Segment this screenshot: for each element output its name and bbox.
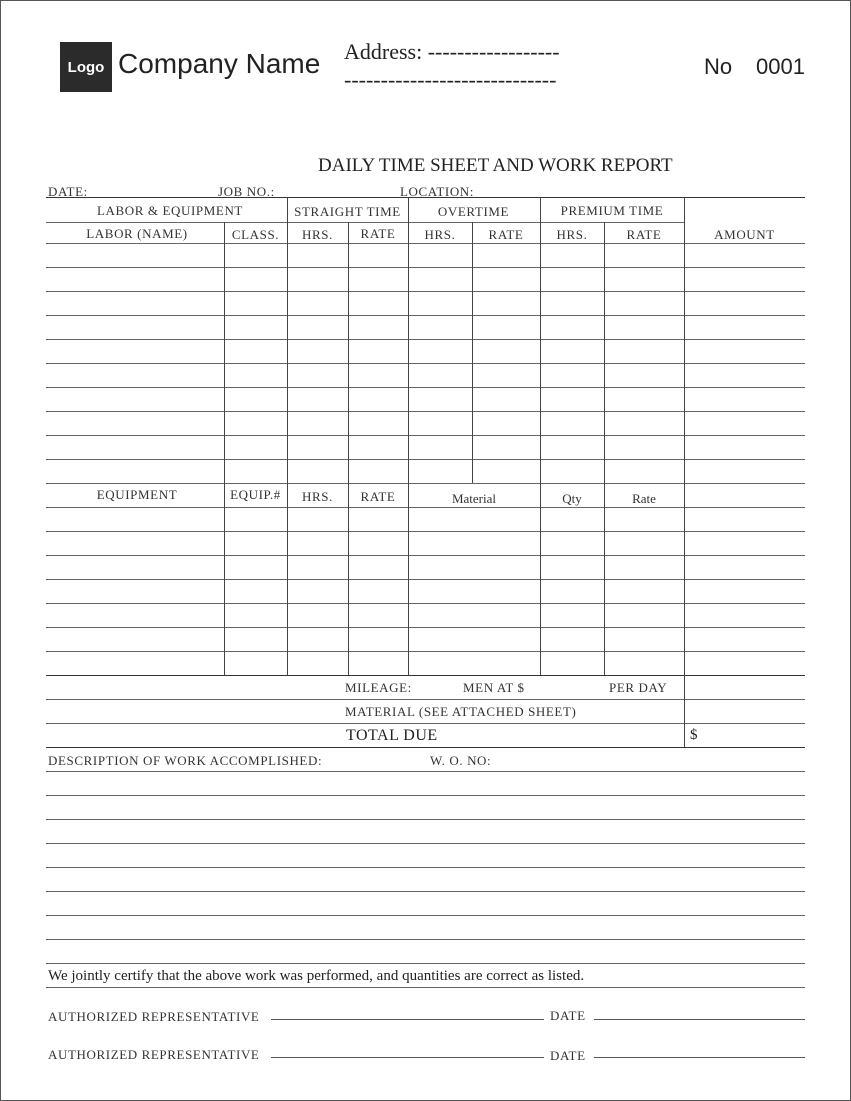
date-label: DATE: [48,184,88,199]
header-labor-equipment: LABOR & EQUIPMENT [97,203,243,218]
description-line [46,819,805,820]
form-title: DAILY TIME SHEET AND WORK REPORT [318,155,673,176]
column-line [287,222,288,675]
labor-row-line [46,267,805,268]
header-premium-time: PREMIUM TIME [560,203,664,218]
description-line [46,795,805,796]
labor-row-line [46,363,805,364]
header-overtime: OVERTIME [437,204,510,219]
column-line [540,222,541,675]
col-amount: AMOUNT [714,227,775,242]
col-st-hrs: HRS. [302,227,333,242]
description-label: DESCRIPTION OF WORK ACCOMPLISHED: [48,753,323,768]
description-line [46,771,805,772]
certification-line [46,987,805,988]
amount-column-line [684,197,685,747]
location-label: LOCATION: [400,184,475,199]
description-line [46,843,805,844]
labor-row-line [46,411,805,412]
col-labor-name: LABOR (NAME) [86,226,188,241]
equipment-row-line [46,651,805,652]
material-note: MATERIAL (SEE ATTACHED SHEET) [345,704,577,719]
mileage-row-line [46,699,805,700]
equipment-row-line [46,627,805,628]
description-line [46,915,805,916]
labor-row-line [46,291,805,292]
col-material: Material [451,491,497,506]
labor-row-line [46,339,805,340]
column-line [408,222,409,675]
equipment-row-line [46,603,805,604]
address-block [344,38,560,94]
form-number-value: 0001 [756,54,805,79]
labor-row-line [46,315,805,316]
total-due-label: TOTAL DUE [346,727,438,744]
material-row-line [46,723,805,724]
col-equip-no: EQUIP.# [230,487,281,502]
col-pt-hrs: HRS. [556,227,588,242]
col-equip-hrs: HRS. [302,489,333,504]
col-equipment: EQUIPMENT [96,487,178,502]
equipment-row-line [46,579,805,580]
company-logo: Logo [60,42,112,92]
equipment-table-bottom [46,675,805,676]
company-name: Company Name [118,48,321,79]
labor-row-line [46,387,805,388]
total-due-currency: $ [690,727,698,743]
labor-row-line [46,435,805,436]
col-st-rate: RATE [360,226,396,241]
col-pt-rate: RATE [626,227,662,242]
labor-row-line [46,459,805,460]
column-line [348,222,349,675]
col-qty: Qty [562,491,582,506]
date-label-1: DATE [550,1008,586,1023]
column-line [224,222,225,675]
col-ot-rate: RATE [488,227,524,242]
table-top-rule [46,197,805,198]
signature-line-2[interactable] [271,1057,544,1058]
column-line [604,222,605,675]
mileage-label: MILEAGE: [345,680,412,695]
date-line-1[interactable] [594,1019,805,1020]
men-at-label: MEN AT $ [463,680,525,695]
signature-line-1[interactable] [271,1019,544,1020]
header-divider-line [46,222,684,223]
authorized-rep-label-1: AUTHORIZED REPRESENTATIVE [48,1009,260,1024]
equipment-row-line [46,531,805,532]
column-line [472,222,473,483]
description-line [46,867,805,868]
col-equip-rate: RATE [360,489,396,504]
description-line [46,891,805,892]
certification-statement: We jointly certify that the above work was performed, and quantities are correct as listed. [48,968,585,984]
date-line-2[interactable] [594,1057,805,1058]
header-straight-time: STRAIGHT TIME [294,204,401,219]
col-ot-hrs: HRS. [424,227,456,242]
per-day-label: PER DAY [609,680,668,695]
wo-no-label: W. O. NO: [430,753,492,768]
total-due-row-bottom [46,747,805,748]
description-line [46,963,805,964]
equipment-row-line [46,555,805,556]
address-line-2: ----------------------------- [344,67,557,92]
authorized-rep-label-2: AUTHORIZED REPRESENTATIVE [48,1047,260,1062]
labor-row-line [46,483,805,484]
form-number-label: No [704,54,733,79]
col-class: CLASS. [231,227,280,242]
description-line [46,939,805,940]
address-line-1: Address: ------------------ [344,39,560,64]
date-label-2: DATE [550,1048,586,1063]
equipment-row-line [46,507,805,508]
job-no-label: JOB NO.: [218,184,275,199]
col-material-rate: Rate [632,491,656,506]
labor-row-line [46,243,805,244]
